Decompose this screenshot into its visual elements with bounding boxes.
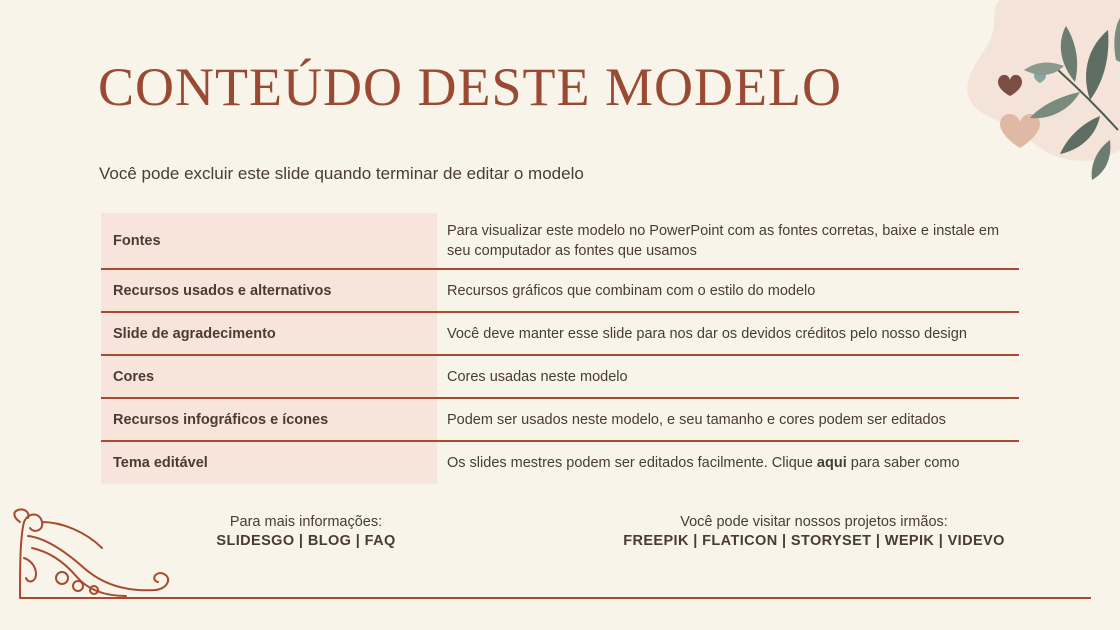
row-label: Tema editável (101, 441, 437, 484)
row-label: Cores (101, 355, 437, 398)
footer-links[interactable]: SLIDESGO | BLOG | FAQ (216, 533, 396, 549)
row-label: Fontes (101, 213, 437, 269)
watercolor-leaves-decoration (940, 0, 1120, 190)
footer-links[interactable]: FREEPIK | FLATICON | STORYSET | WEPIK | VIDEVO (623, 533, 1005, 549)
table-row (101, 398, 1019, 441)
row-label: Recursos infográficos e ícones (101, 398, 437, 441)
row-description: Cores usadas neste modelo (437, 355, 1019, 398)
footer-info-right (584, 513, 1044, 551)
content-table (101, 213, 1019, 484)
bottom-divider (20, 597, 1091, 599)
row-description: Podem ser usados neste modelo, e seu tamanho e cores podem ser editados (437, 398, 1019, 441)
table-row (101, 269, 1019, 312)
table-row (101, 213, 1019, 269)
row-description: Você deve manter esse slide para nos dar os devidos créditos pelo nosso design (437, 312, 1019, 355)
page-subtitle: Você pode excluir este slide quando terminar de editar o modelo (99, 164, 584, 183)
row-label: Slide de agradecimento (101, 312, 437, 355)
aqui-link[interactable]: aqui (816, 455, 847, 471)
table-row (101, 355, 1019, 398)
row-description-text: Os slides mestres podem ser editados facilmente. Clique (447, 455, 817, 471)
row-description: Para visualizar este modelo no PowerPoint com as fontes corretas, baixe e instale em seu computador as fontes que usamos (437, 213, 1019, 269)
table-row (101, 312, 1019, 355)
row-description: Recursos gráficos que combinam com o estilo do modelo (437, 269, 1019, 312)
table-row (101, 441, 1019, 484)
page-title: CONTEÚDO DESTE MODELO (98, 57, 842, 117)
footer-caption: Para mais informações: (229, 514, 383, 530)
row-description (437, 441, 1019, 484)
footer-caption: Você pode visitar nossos projetos irmãos: (680, 514, 948, 530)
row-label: Recursos usados e alternativos (101, 269, 437, 312)
ornamental-scroll-icon (6, 508, 176, 600)
footer-info-left (181, 513, 431, 551)
row-description-text: para saber como (846, 455, 960, 471)
